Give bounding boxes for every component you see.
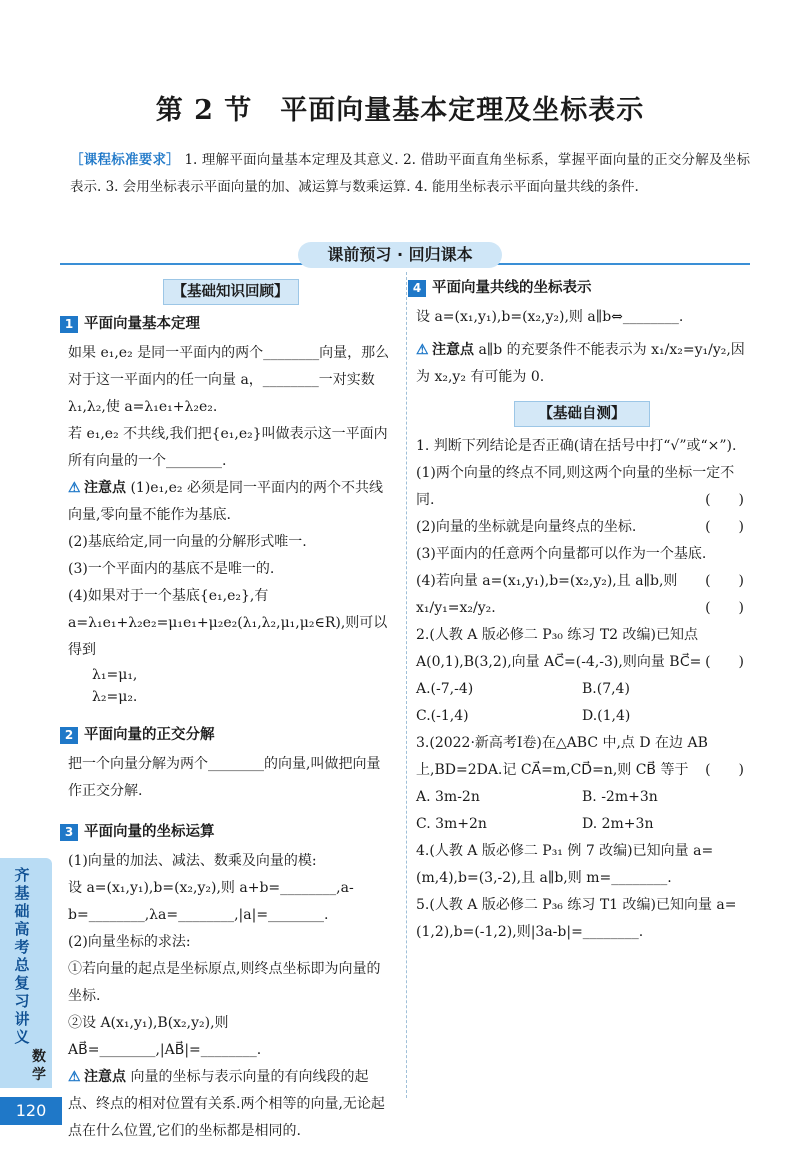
section-4-para-1: 设 a=(x₁,y₁),b=(x₂,y₂),则 a∥b⇔________.: [416, 309, 684, 325]
option-a: A.(-7,-4): [416, 681, 474, 697]
section-3-para-4: ①若向量的起点是坐标原点,则终点坐标即为向量的坐标.: [68, 961, 381, 1004]
question-2-stem: [416, 622, 748, 676]
item-text: (3)平面内的任意两个向量都可以作为一个基底.: [416, 546, 707, 562]
option-a: A. 3m-2n: [416, 789, 480, 805]
question-1-item-2: [416, 514, 748, 541]
section-2-heading: [64, 722, 393, 749]
column-divider: [406, 272, 407, 1098]
section-1-note-4: (4)如果对于一个基底{e₁,e₂},有 a=λ₁e₁+λ₂e₂=μ₁e₁+μ₂e₂(λ₁,λ₂,μ₁,μ₂∈R),则可以得到: [68, 588, 388, 658]
item-text: (4)若向量 a=(x₁,y₁),b=(x₂,y₂),且 a∥b,则 x₁/y₁=x₂/y₂.: [416, 573, 678, 616]
section-4-heading: [412, 275, 748, 302]
note-text: a∥b 的充要条件不能表示为 x₁/x₂=y₁/y₂,因为 x₂,y₂ 有可能为 0.: [416, 342, 745, 385]
question-1-stem: 1. 判断下列结论是否正确(请在括号中打“√”或“×”).: [416, 438, 737, 454]
warning-icon: ⚠: [416, 342, 429, 358]
stem-text: 3.(2022·新高考Ⅰ卷)在△ABC 中,点 D 在边 AB 上,BD=2DA.记 CA⃗=m,CD⃗=n,则 CB⃗ 等于: [416, 735, 708, 778]
section-4-title: 平面向量共线的坐标表示: [432, 280, 592, 296]
question-1-item-3: [416, 541, 748, 589]
item-text: (1)两个向量的终点不同,则这两个向量的坐标一定不同.: [416, 465, 735, 508]
option-b: B. -2m+3n: [582, 789, 658, 805]
section-2-para-1: 把一个向量分解为两个________的向量,叫做把向量作正交分解.: [68, 756, 381, 799]
note-label: 注意点: [84, 1069, 126, 1085]
section-2-title: 平面向量的正交分解: [84, 727, 215, 743]
option-d: D. 2m+3n: [582, 816, 654, 832]
note-text: (1)e₁,e₂ 必须是同一平面内的两个不共线向量,零向量不能作为基底.: [68, 480, 383, 523]
section-1-note-4-case-b: λ₂=μ₂.: [92, 689, 138, 705]
page-title: 第 2 节 平面向量基本定理及坐标表示: [155, 95, 645, 126]
warning-icon: ⚠: [68, 1069, 81, 1085]
question-3-stem: [416, 730, 748, 784]
question-2-options-row-2: [416, 703, 748, 730]
answer-paren: ( ): [705, 573, 744, 589]
note-label: 注意点: [84, 480, 126, 496]
right-column: [412, 275, 748, 946]
section-1-heading: [64, 311, 393, 338]
section-1-title: 平面向量基本定理: [84, 316, 200, 332]
series-name: 齐基础高考总复习讲义: [14, 866, 30, 1046]
option-d: D.(1,4): [582, 708, 631, 724]
section-3-para-2: 设 a=(x₁,y₁),b=(x₂,y₂),则 a+b=________,a-b=________,λa=________,|a|=________.: [68, 880, 354, 923]
section-3-para-1: (1)向量的加法、减法、数乘及向量的模:: [68, 853, 317, 869]
option-b: B.(7,4): [582, 681, 630, 697]
course-standard: [70, 147, 750, 201]
section-banner: 课前预习 · 回归课本: [298, 242, 502, 268]
question-3-options-row-1: [416, 784, 748, 811]
item-text: (2)向量的坐标就是向量终点的坐标.: [416, 519, 637, 535]
note-text: 向量的坐标与表示向量的有向线段的起点、终点的相对位置有关系.两个相等的向量,无论起点在什么位置,它们的坐标都是相同的.: [68, 1069, 385, 1139]
question-4: 4.(人教 A 版必修二 P₃₁ 例 7 改编)已知向量 a=(m,4),b=(3,-2),且 a∥b,则 m=________.: [416, 843, 714, 886]
question-2-options-row-1: [416, 676, 748, 703]
answer-paren: ( ): [705, 519, 744, 535]
section-1-para-1: 如果 e₁,e₂ 是同一平面内的两个________向量，那么对于这一平面内的任一向量 a，________一对实数 λ₁,λ₂,使 a=λ₁e₁+λ₂e₂.: [68, 345, 390, 415]
note-label: 注意点: [432, 342, 474, 358]
section-3-number: 3: [60, 824, 78, 841]
course-standard-text: 1. 理解平面向量基本定理及其意义. 2. 借助平面直角坐标系，掌握平面向量的正交分解及坐标表示. 3. 会用坐标表示平面向量的加、减运算与数乘运算. 4. 能用坐标表示平面向量共线的条件.: [70, 152, 751, 195]
stem-text: 2.(人教 A 版必修二 P₃₀ 练习 T2 改编)已知点 A(0,1),B(3,2),向量 AC⃗=(-4,-3),则向量 BC⃗=: [416, 627, 702, 670]
question-5: 5.(人教 A 版必修二 P₃₆ 练习 T1 改编)已知向量 a=(1,2),b=(-1,2),则|3a-b|=________.: [416, 897, 737, 940]
section-3-heading: [64, 819, 393, 846]
section-3-note: [68, 1064, 393, 1145]
answer-paren: ( ): [705, 600, 744, 616]
section-1-number: 1: [60, 316, 78, 333]
answer-paren: ( ): [705, 492, 744, 508]
answer-paren: ( ): [705, 654, 744, 670]
section-3-para-3: (2)向量坐标的求法:: [68, 934, 191, 950]
section-4-note: [416, 337, 748, 391]
option-c: C. 3m+2n: [416, 816, 487, 832]
section-1-note-4-case-a: λ₁=μ₁,: [92, 667, 138, 683]
self-test-heading: 【基础自测】: [514, 401, 650, 427]
warning-icon: ⚠: [68, 480, 81, 496]
section-1-note-3: (3)一个平面内的基底不是唯一的.: [68, 561, 275, 577]
question-1-item-1: [416, 460, 748, 514]
section-4-number: 4: [408, 280, 426, 297]
section-3-para-5: ②设 A(x₁,y₁),B(x₂,y₂),则 AB⃗=________,|AB⃗|=________.: [68, 1015, 262, 1058]
option-c: C.(-1,4): [416, 708, 469, 724]
left-column: [64, 275, 393, 1145]
section-1-note-2: (2)基底给定,同一向量的分解形式唯一.: [68, 534, 307, 550]
section-1-para-2: 若 e₁,e₂ 不共线,我们把{e₁,e₂}叫做表示这一平面内所有向量的一个________.: [68, 426, 388, 469]
question-1-item-4: [416, 568, 748, 622]
section-3-title: 平面向量的坐标运算: [84, 824, 215, 840]
section-2-number: 2: [60, 727, 78, 744]
course-standard-label: ［课程标准要求］: [70, 152, 180, 168]
knowledge-review-heading: 【基础知识回顾】: [163, 279, 299, 305]
question-3-options-row-2: [416, 811, 748, 838]
section-1-note: [68, 475, 393, 529]
page-number: 120: [0, 1097, 62, 1125]
subject-label: 数学: [32, 1049, 46, 1083]
answer-paren: ( ): [705, 762, 744, 778]
